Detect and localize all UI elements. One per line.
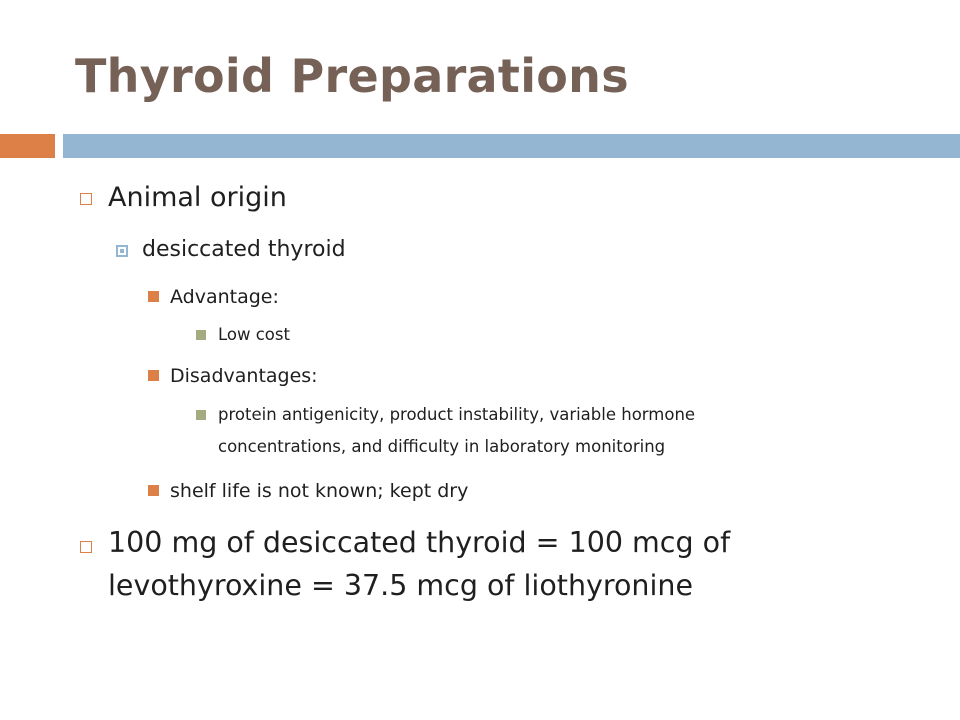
- bullet-advantage: Advantage:: [170, 286, 279, 308]
- bullet-equivalence-line2: levothyroxine = 37.5 mcg of liothyronine: [108, 569, 694, 602]
- bullet-desiccated-thyroid: desiccated thyroid: [142, 237, 346, 262]
- title-accent-bar: [0, 134, 55, 158]
- bullet-low-cost: Low cost: [218, 325, 290, 344]
- bullet-equivalence-line1: 100 mg of desiccated thyroid = 100 mcg of: [108, 526, 731, 559]
- slide-title: Thyroid Preparations: [75, 49, 629, 103]
- filled-square-bullet-icon: [148, 291, 159, 302]
- bullet-disadvantages-detail-line1: protein antigenicity, product instability, variable hormone: [218, 405, 696, 424]
- bullet-disadvantages: Disadvantages:: [170, 365, 318, 387]
- filled-square-bullet-icon: [196, 330, 206, 340]
- filled-square-bullet-icon: [148, 370, 159, 381]
- bullet-animal-origin: Animal origin: [108, 182, 287, 213]
- bullet-shelf-life: shelf life is not known; kept dry: [170, 480, 469, 502]
- hollow-square-bullet-icon: [80, 193, 92, 205]
- hollow-square-bullet-icon: [80, 541, 92, 553]
- title-underline-bar: [63, 134, 960, 158]
- bullet-disadvantages-detail-line2: concentrations, and difficulty in laboratory monitoring: [218, 437, 666, 456]
- filled-square-bullet-icon: [148, 485, 159, 496]
- filled-square-bullet-icon: [196, 410, 206, 420]
- square-dot-bullet-icon: [116, 245, 128, 257]
